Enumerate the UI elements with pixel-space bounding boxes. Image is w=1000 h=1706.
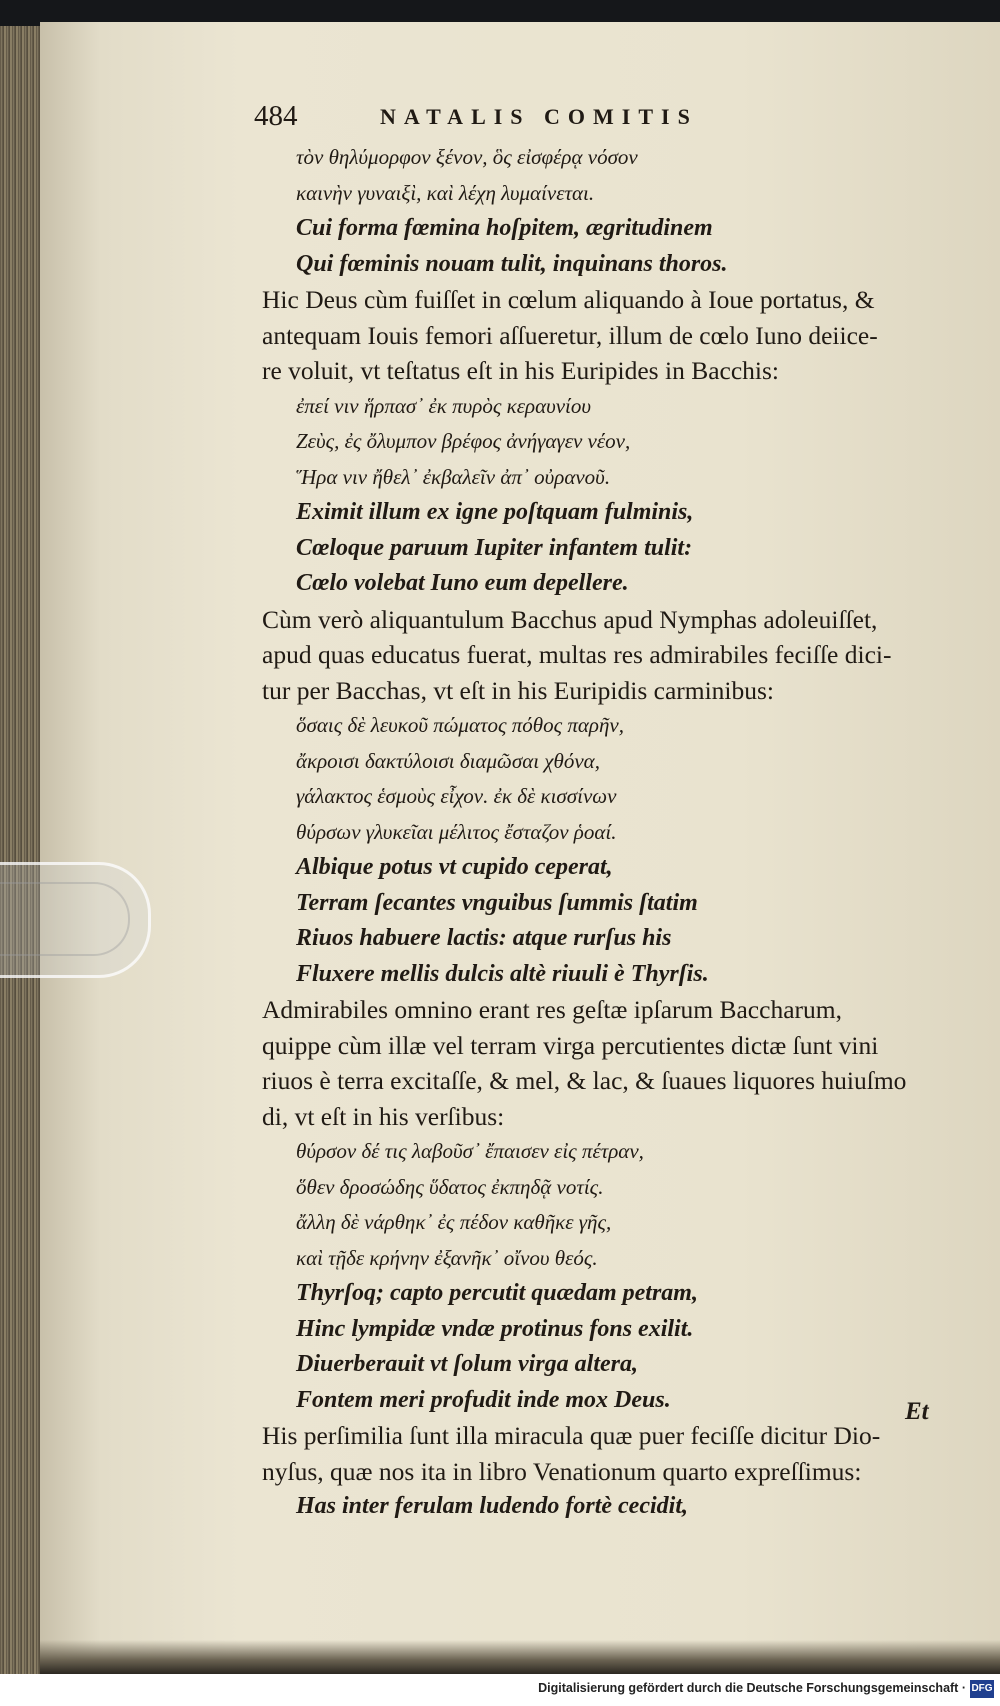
text-line: apud quas educatus fuerat, multas res admirabiles feciſſe dici- — [262, 640, 892, 669]
text-line: θύρσον δέ τις λαβοῦσ᾽ ἔπαισεν εἰς πέτραν, — [296, 1139, 644, 1163]
text-line: Cœloque paruum Iupiter infantem tulit: — [296, 534, 693, 561]
text-line: Eximit illum ex igne poſtquam fulminis, — [296, 499, 694, 525]
page-header — [254, 100, 952, 140]
text-line: καινὴν γυναιξὶ, καὶ λέχη λυμαίνεται. — [296, 180, 595, 205]
funding-credit: Digitalisierung gefördert durch die Deutsche Forschungsgemeinschaft · — [538, 1681, 966, 1695]
text-line: γάλακτος ἑσμοὺς εἶχον. ἐκ δὲ κισσίνων — [296, 784, 617, 808]
text-line: Ζεὺς, ἐς ὄλυμπον βρέφος ἀνήγαγεν νέον, — [296, 429, 631, 453]
text-line: Qui fœminis nouam tulit, inquinans thoros. — [296, 250, 728, 277]
text-line: Fluxere mellis dulcis altè riuuli è Thyrſis. — [296, 960, 709, 987]
text-line: Ἥρα νιν ἤθελ᾽ ἐκβαλεῖν ἀπ᾽ οὐρανοῦ. — [296, 464, 611, 489]
text-line: di, vt eſt in his verſibus: — [262, 1101, 505, 1131]
text-line: antequam Iouis femori aſſueretur, illum de cœlo Iuno deiice- — [262, 320, 878, 350]
page-number: 484 — [254, 100, 298, 132]
text-line: Fontem meri profudit inde mox Deus. — [296, 1386, 671, 1413]
text-line: Has inter ferulam ludendo fortè cecidit, — [296, 1493, 688, 1519]
text-line: tur per Bacchas, vt eſt in his Euripidis carminibus: — [262, 675, 775, 705]
page-bottom-shadow — [40, 1640, 1000, 1674]
running-head: NATALIS COMITIS — [380, 104, 698, 129]
text-line: ὅθεν δροσώδης ὕδατος ἐκπηδᾷ νοτίς. — [296, 1174, 604, 1199]
dfg-logo-icon: DFG — [970, 1680, 994, 1698]
text-line: Cui forma fœmina hoſpitem, ægritudinem — [296, 215, 713, 241]
text-line: Albique potus vt cupido ceperat, — [296, 854, 613, 880]
page-clip — [0, 862, 151, 978]
text-line: Hic Deus cùm fuiſſet in cœlum aliquando à Ioue portatus, & — [262, 285, 875, 314]
text-line: quippe cùm illæ vel terram virga percutientes dictæ ſunt vini — [262, 1030, 879, 1060]
text-line: Cùm verò aliquantulum Bacchus apud Nymphas adoleuiſſet, — [262, 604, 878, 634]
text-line: ἄλλη δὲ νάρθηκ᾽ ἐς πέδον καθῆκε γῆς, — [296, 1210, 612, 1234]
text-block — [254, 100, 952, 1525]
text-line: Hinc lympidæ vndæ protinus fons exilit. — [296, 1315, 694, 1342]
text-line: Riuos habuere lactis: atque rurſus his — [296, 925, 672, 951]
text-line: His perſimilia ſunt illa miracula quæ puer feciſſe dicitur Dio- — [262, 1421, 881, 1450]
text-line: θύρσων γλυκεῖαι μέλιτος ἔσταζον ῥοαί. — [296, 819, 617, 844]
text-line: καὶ τῇδε κρήνην ἐξανῆκ᾽ οἴνου θεός. — [296, 1245, 598, 1270]
text-line: ἐπεί νιν ἥρπασ᾽ ἐκ πυρὸς κεραυνίου — [296, 393, 592, 418]
text-line: Diuerberauit vt ſolum virga altera, — [296, 1351, 638, 1377]
text-line: riuos è terra excitaſſe, & mel, & lac, & ſuaues liquores huiuſmo — [262, 1066, 907, 1095]
text-line: ὅσαις δὲ λευκοῦ πώματος πόθος παρῆν, — [296, 713, 624, 737]
text-line: re voluit, vt teſtatus eſt in his Euripides in Bacchis: — [262, 356, 779, 385]
text-line: Thyrſoq; capto percutit quædam petram, — [296, 1280, 698, 1306]
text-line: nyſus, quæ nos ita in libro Venationum quarto expreſſimus: — [262, 1456, 862, 1486]
text-lines — [262, 140, 952, 1525]
catchword: Et — [905, 1398, 929, 1425]
footer-bar — [0, 1674, 1000, 1706]
text-line: ἄκροισι δακτύλοισι διαμῶσαι χθόνα, — [296, 748, 600, 773]
text-line: Cœlo volebat Iuno eum depellere. — [296, 570, 629, 596]
text-line: Admirabiles omnino erant res geſtæ ipſarum Baccharum, — [262, 995, 842, 1024]
text-line: Terram ſecantes vnguibus ſummis ſtatim — [296, 889, 698, 916]
text-line: τὸν θηλύμορφον ξένον, ὃς εἰσφέρᾳ νόσον — [296, 145, 638, 169]
